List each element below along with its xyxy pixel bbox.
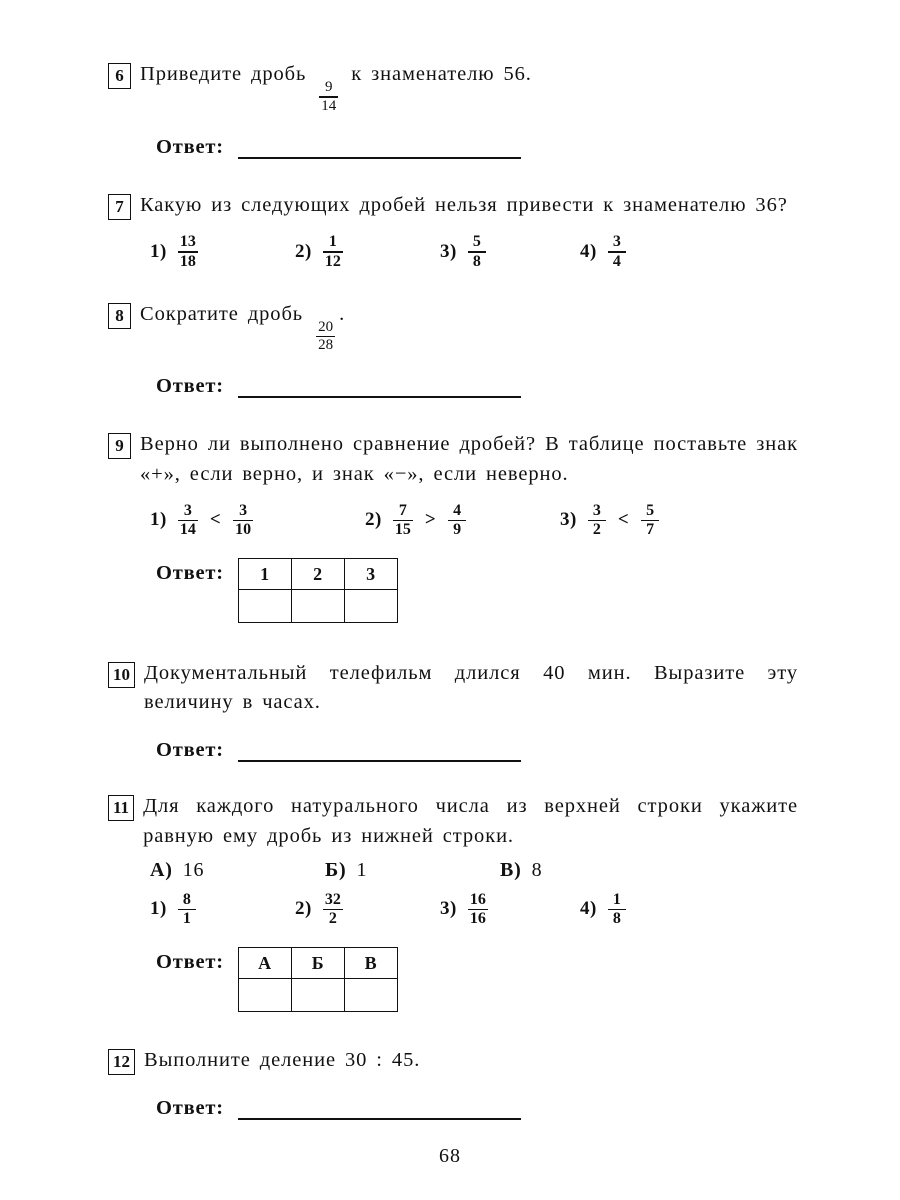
task-11-letter-b-label: Б): [325, 858, 347, 881]
task-11-option-1[interactable]: [150, 892, 295, 928]
task-9-comparison-1-expression: [174, 503, 257, 539]
task-9-comparison-2-expression: [389, 503, 470, 539]
task-11-option-4-label: 4): [580, 898, 597, 920]
denominator: 10: [235, 521, 252, 539]
task-8-head: [108, 300, 798, 354]
page-number: 68: [439, 1145, 461, 1167]
task-10-number: 10: [108, 662, 135, 688]
task-8-fraction-denominator: 28: [318, 337, 334, 354]
task-8: [108, 300, 798, 399]
task-11-option-1-fraction: [178, 892, 196, 928]
task-7-option-2[interactable]: [295, 234, 440, 270]
numerator: 1: [328, 232, 337, 250]
task-7-option-1-fraction: [178, 234, 198, 270]
task-8-answer-row: [156, 375, 798, 398]
numerator: 7: [398, 501, 407, 519]
task-10-answer-row: [156, 739, 798, 762]
task-11-option-4-fraction: [608, 892, 626, 928]
task-11-letter-a-label: А): [150, 858, 173, 881]
task-6-fraction-denominator: 14: [321, 97, 337, 114]
task-12-answer-line[interactable]: [238, 1102, 521, 1120]
task-11-header-v: В: [344, 948, 397, 979]
task-6-head: [108, 60, 798, 114]
numerator: 13: [179, 232, 196, 250]
task-11-letter-v-value: 8: [531, 858, 543, 881]
task-11-letter-b-value: 1: [356, 858, 368, 881]
left-fraction: [393, 503, 413, 539]
numerator: 8: [182, 890, 191, 908]
task-9-head: [108, 430, 798, 488]
task-9-answer-row: [156, 558, 798, 623]
task-11-option-4[interactable]: [580, 892, 630, 928]
numerator: 3: [183, 501, 192, 519]
task-11-option-1-label: 1): [150, 898, 167, 920]
task-9-answer-cell-1[interactable]: [238, 590, 291, 623]
task-7-option-3[interactable]: [440, 234, 580, 270]
task-7-number: 7: [108, 194, 131, 220]
answer-label: Ответ:: [156, 135, 224, 158]
task-6-fraction: [319, 80, 338, 114]
task-9-comparison-2[interactable]: [365, 503, 560, 539]
task-9-comparison-3-expression: [584, 503, 663, 539]
numerator: 32: [324, 890, 341, 908]
task-9-comparison-3-label: 3): [560, 509, 577, 531]
denominator: 7: [646, 521, 655, 539]
left-fraction: [588, 503, 606, 539]
task-11-option-3-fraction: [468, 892, 488, 928]
task-11-header-b: Б: [291, 948, 344, 979]
task-8-text-after: .: [339, 302, 346, 325]
answer-label: Ответ:: [156, 562, 224, 585]
task-9-comparison-3[interactable]: [560, 503, 663, 539]
right-fraction: [233, 503, 253, 539]
table-row: [238, 979, 397, 1012]
task-8-answer-line[interactable]: [238, 380, 521, 398]
task-11-letter-v-label: В): [500, 858, 522, 881]
task-9-comparisons: [150, 503, 798, 539]
tasks-container: [108, 60, 798, 1126]
task-11-option-3[interactable]: [440, 892, 580, 928]
task-12-head: [108, 1046, 798, 1075]
task-7-statement: Какую из следующих дробей нельзя привести к знаменателю 36?: [140, 193, 788, 216]
right-fraction: [448, 503, 466, 539]
comparison-sign: >: [424, 509, 437, 531]
denominator: 9: [453, 521, 462, 539]
task-10-answer-line[interactable]: [238, 744, 521, 762]
left-fraction: [178, 503, 198, 539]
task-8-statement: [140, 300, 798, 354]
numerator: 1: [612, 890, 621, 908]
task-7-option-4[interactable]: [580, 234, 630, 270]
right-fraction: [641, 503, 659, 539]
task-6-answer-row: [156, 136, 798, 159]
task-12-answer-row: [156, 1097, 798, 1120]
numerator: 5: [472, 232, 481, 250]
answer-label: Ответ:: [156, 739, 224, 762]
denominator: 8: [472, 252, 481, 270]
task-11-option-2-label: 2): [295, 898, 312, 920]
task-10-head: [108, 659, 798, 717]
task-7-head: [108, 191, 798, 220]
denominator: 1: [182, 910, 191, 928]
comparison-sign: <: [617, 509, 630, 531]
task-8-fraction: [316, 320, 335, 354]
table-row-headers: [238, 559, 397, 590]
task-11-answer-row: [156, 947, 798, 1012]
denominator: 12: [324, 252, 341, 270]
task-6-text-after: к знаменателю 56.: [351, 63, 532, 85]
task-6: [108, 60, 798, 159]
numerator: 4: [453, 501, 462, 519]
task-12-number: 12: [108, 1049, 135, 1075]
task-7-option-3-label: 3): [440, 240, 457, 262]
task-7-option-1-label: 1): [150, 240, 167, 262]
task-6-number: 6: [108, 63, 131, 89]
denominator: 4: [612, 252, 621, 270]
task-9-answer-cell-3[interactable]: [344, 590, 397, 623]
task-11-letter-v: [500, 859, 675, 882]
task-7-option-4-label: 4): [580, 240, 597, 262]
task-9-statement: Верно ли выполнено сравнение дробей? В таблице поставьте знак «+», если верно, и знак «−», если неверно.: [140, 433, 798, 485]
task-11-option-2[interactable]: [295, 892, 440, 928]
denominator: 15: [394, 521, 411, 539]
task-11-number: 11: [108, 795, 134, 821]
task-11-answer-cell-a[interactable]: [238, 979, 291, 1012]
denominator: 18: [179, 252, 196, 270]
task-11-answer-cell-b[interactable]: [291, 979, 344, 1012]
numerator: 5: [646, 501, 655, 519]
task-9-comparison-2-label: 2): [365, 509, 382, 531]
numerator: 16: [469, 890, 486, 908]
comparison-sign: <: [209, 509, 222, 531]
task-7-option-2-label: 2): [295, 240, 312, 262]
denominator: 8: [612, 910, 621, 928]
task-7-option-3-fraction: [468, 234, 486, 270]
numerator: 3: [592, 501, 601, 519]
task-7: [108, 191, 798, 270]
task-8-text-before: Сократите дробь: [140, 302, 304, 325]
task-9-comparison-1[interactable]: [150, 503, 365, 539]
task-6-statement: [140, 60, 798, 114]
answer-label: Ответ:: [156, 375, 224, 398]
task-11-options: [150, 892, 798, 928]
task-7-options: [150, 234, 798, 270]
task-11-letter-a-value: 16: [182, 858, 205, 881]
task-9-header-3: 3: [344, 559, 397, 590]
task-12-statement: Выполните деление 30 : 45.: [144, 1049, 421, 1072]
task-11-option-2-fraction: [323, 892, 343, 928]
answer-label: Ответ:: [156, 951, 224, 974]
task-11-answer-cell-v[interactable]: [344, 979, 397, 1012]
task-11-header-a: А: [238, 948, 291, 979]
table-row: [238, 590, 397, 623]
task-11-letter-a: [150, 859, 325, 882]
task-7-option-1[interactable]: [150, 234, 295, 270]
denominator: 16: [469, 910, 486, 928]
task-9-answer-cell-2[interactable]: [291, 590, 344, 623]
task-11: [108, 792, 798, 1012]
task-9-header-1: 1: [238, 559, 291, 590]
table-row-headers: [238, 948, 397, 979]
task-11-answer-table[interactable]: [238, 947, 398, 1012]
task-11-head: [108, 792, 798, 850]
task-6-text-before: Приведите дробь: [140, 63, 307, 85]
task-8-number: 8: [108, 303, 131, 329]
task-6-answer-line[interactable]: [238, 141, 521, 159]
task-9-comparison-1-label: 1): [150, 509, 167, 531]
task-11-statement: Для каждого натурального числа из верхней строки укажите равную ему дробь из нижней строки.: [143, 795, 798, 847]
task-9-answer-table[interactable]: [238, 558, 398, 623]
denominator: 2: [592, 521, 601, 539]
numerator: 3: [239, 501, 248, 519]
task-6-fraction-numerator: 9: [325, 79, 333, 96]
task-10: [108, 659, 798, 762]
task-7-option-2-fraction: [323, 234, 343, 270]
denominator: 2: [328, 910, 337, 928]
task-11-letters: [150, 859, 798, 882]
task-10-statement: Документальный телефильм длился 40 мин. Выразите эту величину в часах.: [144, 662, 798, 714]
task-9-header-2: 2: [291, 559, 344, 590]
task-12: [108, 1046, 798, 1120]
task-11-option-3-label: 3): [440, 898, 457, 920]
answer-label: Ответ:: [156, 1097, 224, 1120]
task-11-letter-b: [325, 859, 500, 882]
denominator: 14: [179, 521, 196, 539]
task-9-number: 9: [108, 433, 131, 459]
task-7-option-4-fraction: [608, 234, 626, 270]
numerator: 3: [612, 232, 621, 250]
task-8-fraction-numerator: 20: [318, 318, 334, 335]
task-9: [108, 430, 798, 623]
